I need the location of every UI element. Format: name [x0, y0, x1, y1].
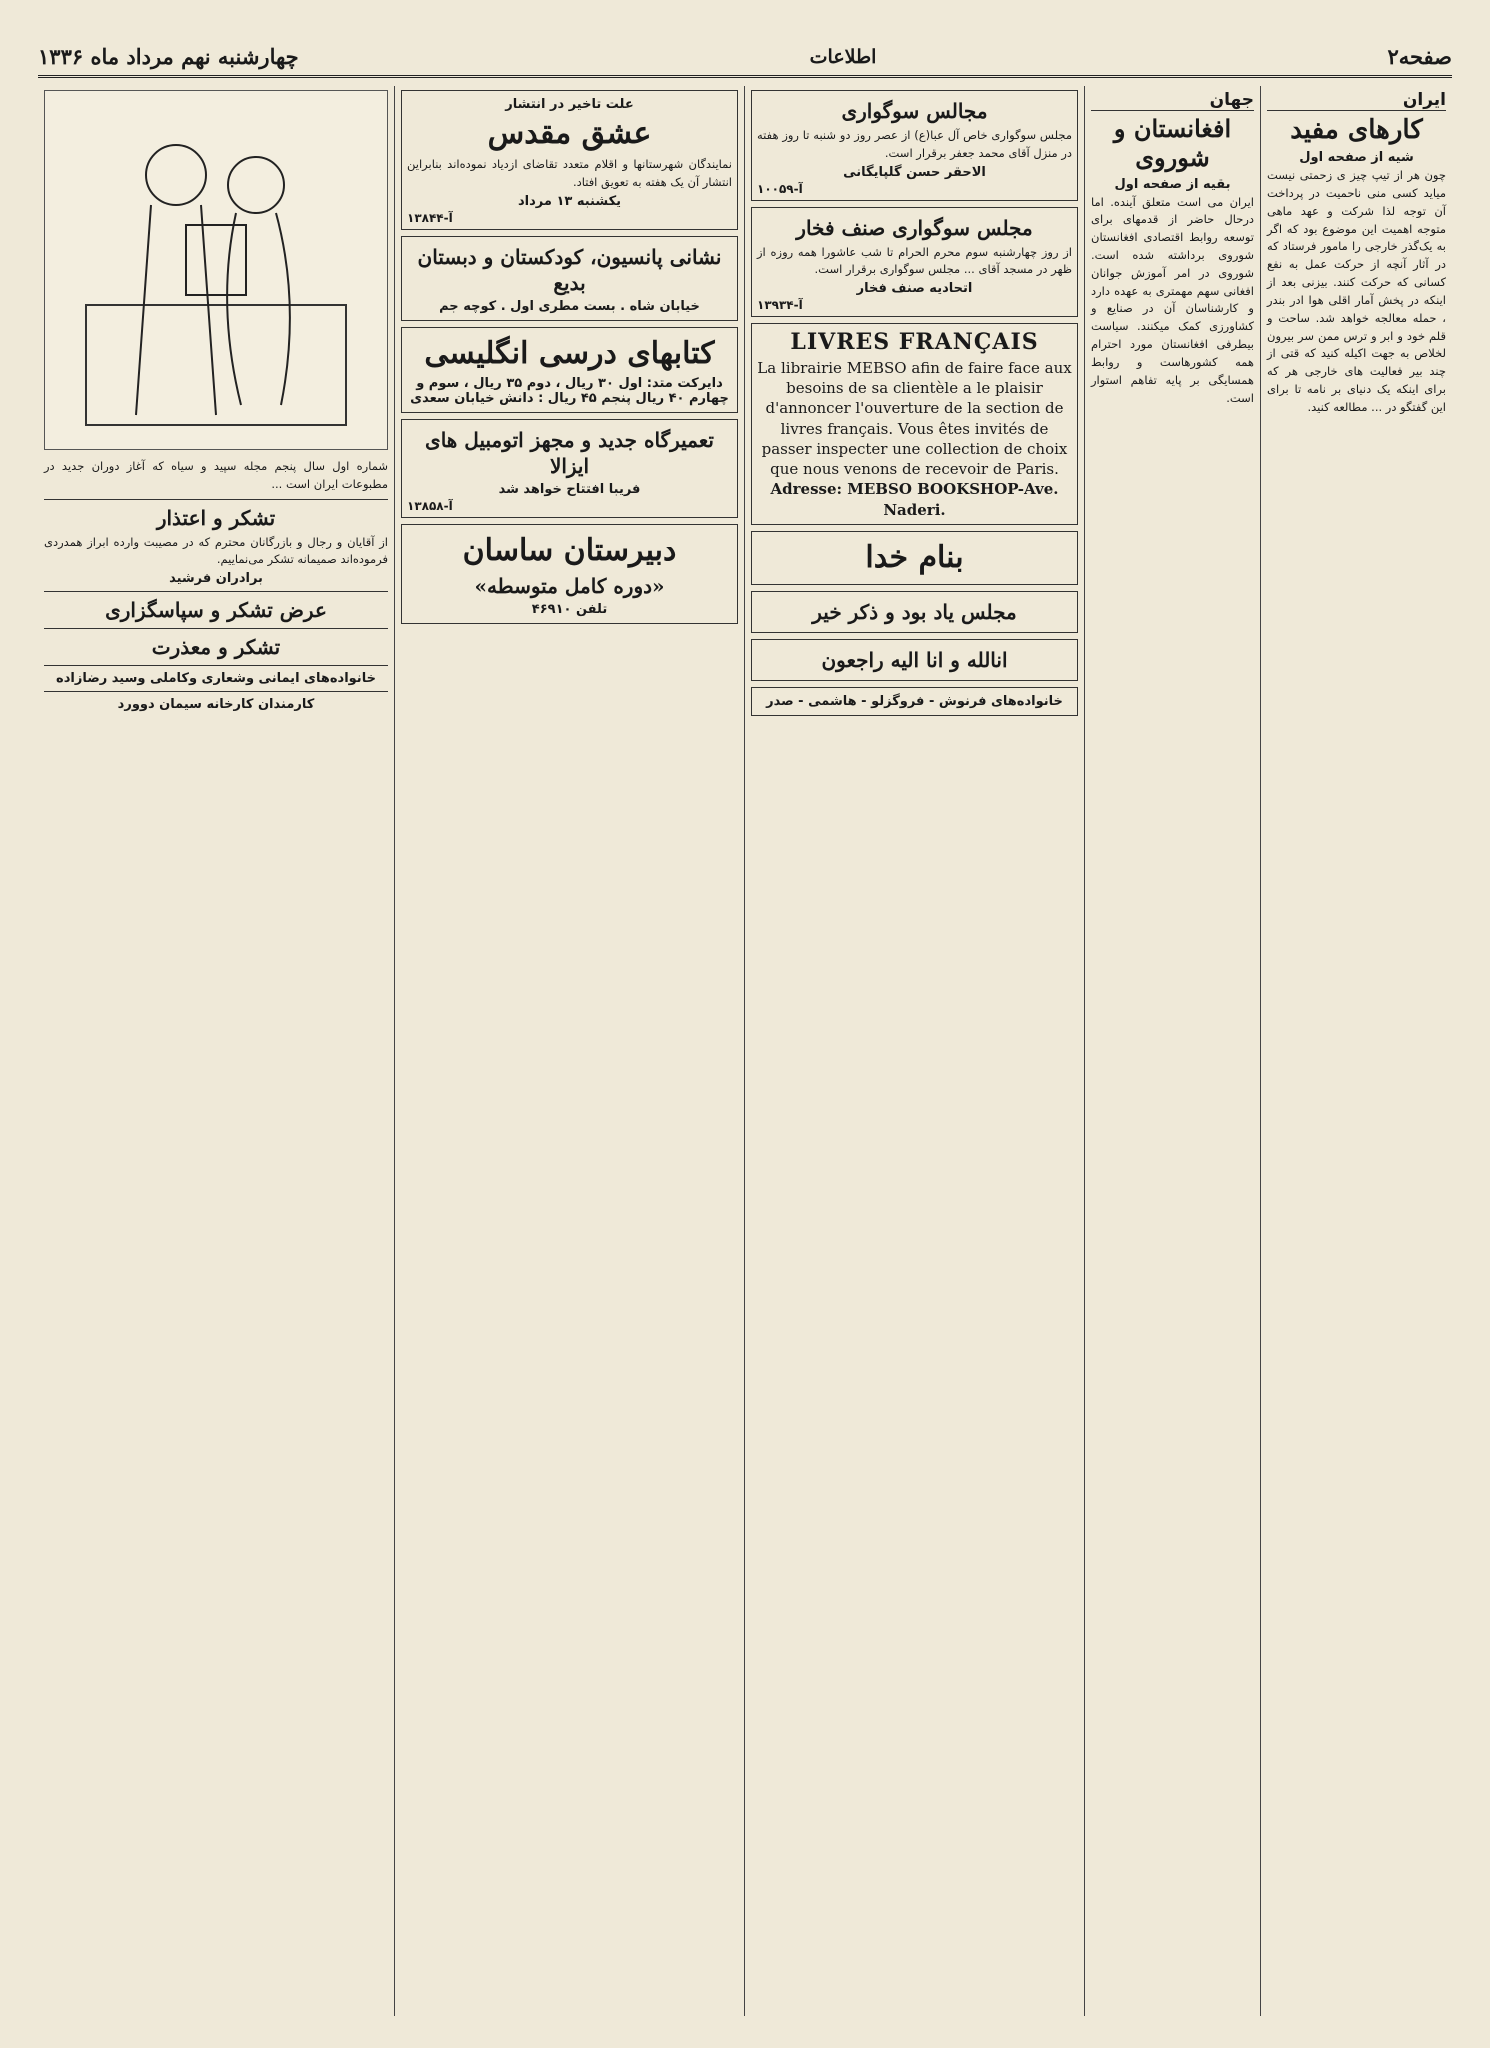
- book-delay-ad: [401, 90, 738, 230]
- books-title: کتابهای درسی انگلیسی: [424, 335, 715, 371]
- ad-date: یکشنبه ۱۳ مرداد: [517, 193, 622, 209]
- headline: افغانستان و شوروی: [1113, 114, 1232, 172]
- notice-signature: الاحقر حسن گلپایگانی: [843, 164, 986, 180]
- continued-note: بقیه از صفحه اول: [1114, 176, 1231, 192]
- repair-code: آ-۱۳۸۵۸: [407, 498, 453, 513]
- notice-code: آ-۱۳۹۳۴: [757, 298, 803, 313]
- continued-note: شیه از صفحه اول: [1299, 150, 1414, 166]
- ad-code: آ-۱۳۸۴۴: [407, 210, 453, 225]
- columns: [38, 86, 1452, 2016]
- notice-signature: اتحادیه صنف فخار: [856, 281, 973, 297]
- thanks-body: از آقایان و رجال و بازرگانان محترم که در مصیبت وارده ابراز همدردی فرموده‌اند صمیمانه تشکر می‌نماییم.: [44, 534, 388, 567]
- notice-title: مجالس سوگواری: [841, 99, 988, 123]
- article-body: چون هر از تیپ چیز ی زحمتی نیست میاید کسی منی ناحمیت در پرداخت آن توجه لذا شرکت و عهد ماهی متوجه اهمیت این موضوع بود که اگر به یک‌گذر خارجی را مامور فرستاد که در آثار آنچه از حرکت عمل به نفع کسانی که حرکت کنند. بیزنی بعد از اینکه در پخش آمار اقلی هوا ادر بندر ، حمله معالجه خواهد شد. ساحت و قلم خود و ابر و ترس ممن سر بیرون لخلاص به جهت اکیله کنید که قتی از چند بیر فعالیت های خارجی هر که برای اینکه یک دنیای بر نامه تا برای این گفتگو در ... مطالعه کنید.: [1267, 168, 1446, 414]
- sasan-school-ad: [401, 524, 738, 624]
- inna-notice: [751, 639, 1078, 681]
- english-books-ad: [401, 327, 738, 413]
- headline: کارهای مفید: [1290, 115, 1423, 145]
- french-title: LIVRES FRANÇAIS: [790, 329, 1039, 356]
- sasan-title: دبیرستان ساسان: [462, 532, 677, 568]
- column-notices: [38, 86, 394, 2016]
- notice-title: مجلس سوگواری صنف فخار: [796, 215, 1033, 240]
- thanks-title: تشکر و اعتذار: [156, 505, 276, 530]
- repair-title: تعمیرگاه جدید و مجهز اتومبیل های ایزالا: [425, 427, 714, 478]
- french-body: La librairie MEBSO afin de faire face aux besoins de sa clientèle a le plaisir d'annoncer l'ouverture de la section de livres français. Vous êtes invités de passer inspecter une collection de choix que nous venons de recevoir de Paris.: [757, 358, 1072, 479]
- article-body: ایران می است متعلق آینده. اما درحال حاضر از قدمهای برای توسعه روابط اقتصادی افغانستان شوروی برداشته شده است. شوروی در امر آموزش جوانان افغانی سهم مهمتری به عهده دارد و کارشناسان آن در صنایع و کشاورزی کمک میکنند. سیاست بیطرفی افغانستان مورد احترام همه کشورهاست و روابط همسایگی بر پایه تفاهم استوار است.: [1091, 194, 1254, 405]
- column-iran: [1260, 86, 1452, 2016]
- memorial-notice: [751, 591, 1078, 633]
- books-price: دایرکت متد: اول ۳۰ ریال ، دوم ۳۵ ریال ، سوم و چهارم ۴۰ ریال پنجم ۴۵ ریال : دانش خیابان سعدی: [410, 375, 729, 406]
- families-notice: [751, 687, 1078, 716]
- ad-title: عشق مقدس: [487, 116, 652, 151]
- cartoon-caption: شماره اول سال پنجم مجله سپید و سیاه که آغاز دوران جدید در مطبوعات ایران است ...: [44, 459, 388, 491]
- french-address: Adresse: MEBSO BOOKSHOP-Ave. Naderi.: [770, 480, 1059, 519]
- paper-name: اطلاعات: [809, 45, 877, 68]
- thanks2-title: عرض تشکر و سپاسگزاری: [105, 598, 327, 623]
- column-world: [1084, 86, 1260, 2016]
- ad-kicker: علت تاخیر در انتشار: [505, 97, 634, 112]
- notice-body: از روز چهارشنبه سوم محرم الحرام تا شب عاشورا همه روزه از ظهر در مسجد آقای ... مجلس سوگواری برقرار است.: [757, 244, 1072, 277]
- workers-signature: کارمندان کارخانه سیمان دوورد: [117, 697, 315, 713]
- memorial-title: مجلس یاد بود و ذکر خیر: [812, 599, 1017, 624]
- column-ads: [394, 86, 744, 2016]
- thanks-signature: برادران فرشید: [169, 571, 263, 587]
- french-books-ad: [751, 323, 1078, 525]
- repair-sub: فریبا افتتاح خواهد شد: [498, 481, 641, 497]
- school-address: خیابان شاه . بست مطری اول . کوچه جم: [439, 298, 700, 314]
- school-title: نشانی پانسیون، کودکستان و دبستان بدیع: [417, 244, 722, 295]
- sasan-phone: تلفن ۴۶۹۱۰: [531, 601, 608, 617]
- school-ad: [401, 236, 738, 321]
- column-mourning: [744, 86, 1084, 2016]
- masthead: [38, 38, 1452, 78]
- repair-ad: [401, 419, 738, 518]
- mourning-notice: [751, 90, 1078, 201]
- inna-title: انالله و انا الیه راجعون: [821, 647, 1008, 672]
- mourning-notice-2: [751, 207, 1078, 318]
- page-number: صفحه۲: [1387, 44, 1452, 69]
- notice-code: آ-۱۰۰۵۹: [757, 181, 803, 196]
- section-tag: جهان: [1091, 90, 1254, 111]
- cartoon-drawing: [66, 105, 366, 435]
- families-title: خانواده‌های فرنوش - فروگزلو - هاشمی - صدر: [766, 693, 1063, 709]
- cartoon-illustration: [44, 90, 388, 450]
- notice-body: مجلس سوگواری خاص آل عبا(ع) از عصر روز دو شنبه تا روز هفته در منزل آقای محمد جعفر برقرار است.: [757, 128, 1072, 160]
- god-notice: [751, 531, 1078, 585]
- sasan-sub: «دوره کامل متوسطه»: [474, 573, 665, 598]
- section-tag: ایران: [1267, 90, 1446, 111]
- thanks3-title: تشکر و معذرت: [151, 635, 281, 660]
- page-date: چهارشنبه نهم مرداد ماه ۱۳۳۶: [38, 44, 299, 69]
- families-signature: خانواده‌های ایمانی وشعاری وکاملی وسید رضازاده: [56, 671, 376, 687]
- god-title: بنام خدا: [865, 539, 964, 575]
- ad-body: نمایندگان شهرستانها و اقلام متعدد تقاضای ازدیاد نموده‌اند بنابراین انتشار آن یک هفته به تعویق افتاد.: [407, 157, 732, 189]
